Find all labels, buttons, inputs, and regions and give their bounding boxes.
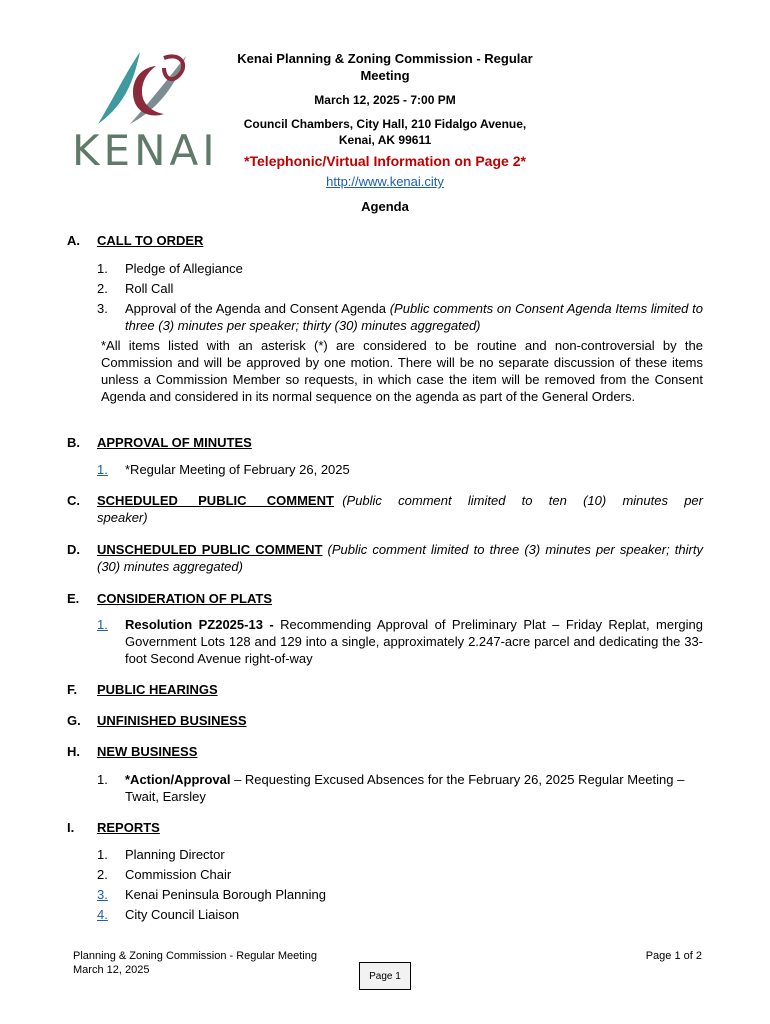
- telephonic-notice: *Telephonic/Virtual Information on Page 2*: [244, 153, 526, 169]
- meeting-location-line2: Kenai, AK 99611: [338, 133, 432, 147]
- footer-page-count: Page 1 of 2: [645, 950, 702, 962]
- new-business-action: *Action/Approval: [125, 772, 231, 787]
- section-h-letter: H.: [67, 744, 80, 759]
- report-item: City Council Liaison: [125, 907, 240, 922]
- report-item: Planning Director: [125, 847, 225, 862]
- section-a-title: CALL TO ORDER: [97, 233, 204, 248]
- section-h-title: NEW BUSINESS: [97, 744, 198, 759]
- plat-item-link[interactable]: 1.: [97, 617, 108, 632]
- kenai-logo: [68, 44, 219, 175]
- section-f-title: PUBLIC HEARINGS: [97, 682, 218, 697]
- section-c-letter: C.: [67, 493, 80, 508]
- logo-text: KENAI: [72, 126, 219, 175]
- section-d-note: (Public comment limited to three (3) minutes per speaker; thirty (30) minutes aggregated): [97, 542, 703, 574]
- call-to-order-item: Roll Call: [125, 281, 174, 296]
- section-a-letter: A.: [67, 233, 80, 248]
- consent-agenda-note: (Public comments on Consent Agenda Items limited to three (3) minutes per speaker; thirty (30) minutes aggregated): [125, 301, 703, 333]
- consent-agenda-text: *All items listed with an asterisk (*) are considered to be routine and non-controversial by the Commission and will be approved by one motion. There will be no separate discussion of these items unless a Commission Member so requests, in which case the item will be removed from the Consent Agenda and considered in its normal sequence on the agenda as part of the General Orders.: [101, 338, 703, 404]
- fish-logo-icon: [68, 44, 218, 134]
- section-e-title: CONSIDERATION OF PLATS: [97, 591, 273, 606]
- section-f-letter: F.: [67, 682, 78, 697]
- meeting-location: Council Chambers, City Hall, 210 Fidalgo Avenue,: [243, 117, 527, 131]
- page-number-box: Page 1: [359, 962, 411, 990]
- footer-date: March 12, 2025: [73, 964, 150, 976]
- section-g-title: UNFINISHED BUSINESS: [97, 713, 247, 728]
- minutes-item: *Regular Meeting of February 26, 2025: [125, 462, 350, 477]
- section-b-letter: B.: [67, 435, 80, 450]
- meeting-date: March 12, 2025 - 7:00 PM: [314, 93, 456, 107]
- section-i-title: REPORTS: [97, 820, 160, 835]
- plat-item-text: Recommending Approval of Preliminary Plat – Friday Replat, merging Government Lots 128 and 129 into a single, approximately 2.247-acre parcel and dedicating the 33-foot Second Avenue right-of-way: [125, 617, 703, 666]
- report-num: 2.: [97, 867, 108, 882]
- new-business-item-text: – Requesting Excused Absences for the February 26, 2025 Regular Meeting – Twait, Earsley: [125, 772, 685, 804]
- call-to-order-item: Pledge of Allegiance: [125, 261, 243, 276]
- section-g-letter: G.: [67, 713, 81, 728]
- section-c-title: SCHEDULED PUBLIC COMMENT: [97, 493, 334, 508]
- footer-meeting-name: Planning & Zoning Commission - Regular Meeting: [73, 950, 317, 962]
- plat-resolution-number: Resolution PZ2025-13 -: [125, 617, 281, 632]
- section-i-letter: I.: [67, 820, 75, 835]
- section-e-letter: E.: [67, 591, 80, 606]
- meeting-title-line2: Meeting: [360, 68, 410, 83]
- agenda-heading: Agenda: [361, 199, 409, 214]
- new-business-item-num: 1.: [97, 772, 108, 787]
- section-c-note: (Public comment limited to ten (10) minutes per speaker): [97, 493, 703, 525]
- section-d-letter: D.: [67, 542, 80, 557]
- minutes-item-link[interactable]: 1.: [97, 462, 108, 477]
- report-link[interactable]: 3.: [97, 887, 108, 902]
- report-item: Commission Chair: [125, 867, 232, 882]
- call-to-order-item: Approval of the Agenda and Consent Agenda: [125, 301, 386, 316]
- website-link[interactable]: http://www.kenai.city: [326, 174, 444, 189]
- report-item: Kenai Peninsula Borough Planning: [125, 887, 326, 902]
- meeting-title: Kenai Planning & Zoning Commission - Regular: [237, 51, 533, 66]
- section-b-title: APPROVAL OF MINUTES: [97, 435, 252, 450]
- report-link[interactable]: 4.: [97, 907, 108, 922]
- report-num: 1.: [97, 847, 108, 862]
- section-d-title: UNSCHEDULED PUBLIC COMMENT: [97, 542, 323, 557]
